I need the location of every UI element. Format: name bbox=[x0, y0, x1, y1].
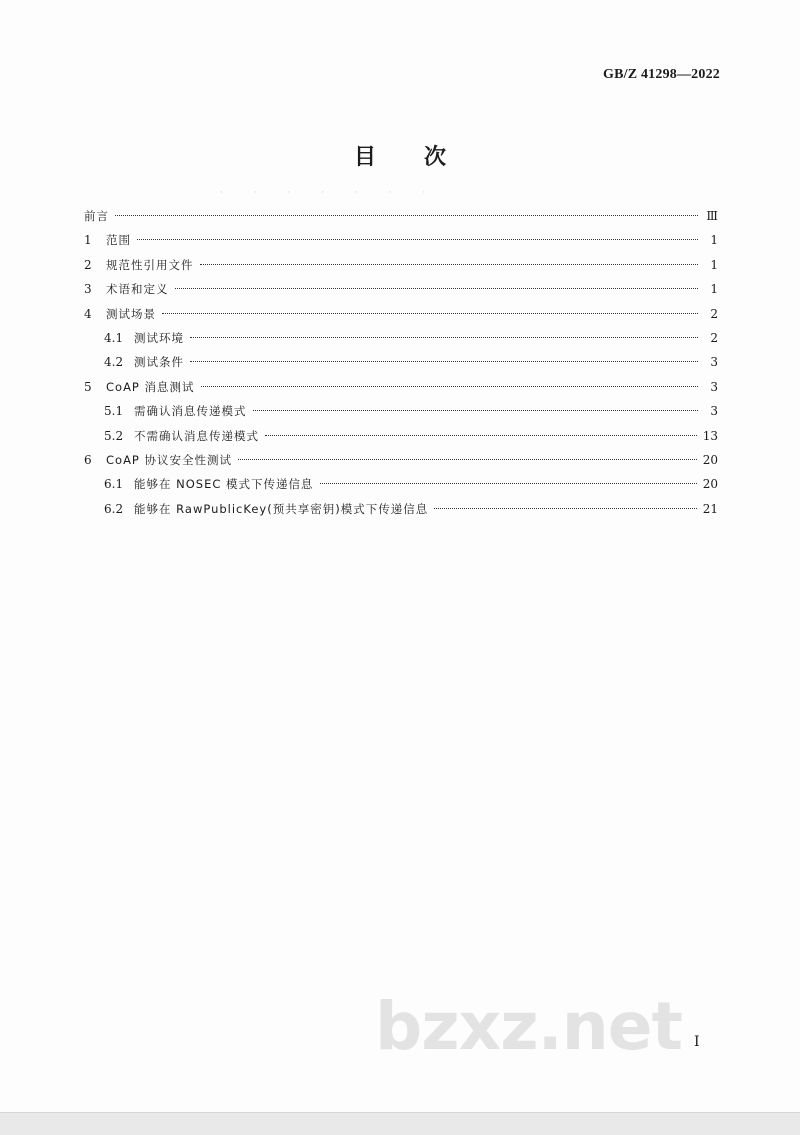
toc-entry-label: 不需确认消息传递模式 bbox=[134, 428, 259, 443]
toc-leader bbox=[137, 239, 698, 240]
toc-entry-6-1[interactable] bbox=[84, 472, 718, 496]
toc-entry-preface[interactable] bbox=[84, 204, 718, 228]
toc-leader bbox=[200, 264, 699, 265]
toc-entry-number: 6.1 bbox=[104, 477, 124, 492]
toc-entry-number: 1 bbox=[84, 233, 92, 248]
toc-leader bbox=[265, 435, 697, 436]
viewer-bottom-edge bbox=[0, 1112, 800, 1135]
toc-leader bbox=[115, 215, 698, 216]
toc-entry-5-2[interactable] bbox=[84, 424, 718, 448]
toc-leader bbox=[162, 313, 698, 314]
toc-entry-number: 5.1 bbox=[104, 404, 124, 419]
toc-entry-label: 需确认消息传递模式 bbox=[134, 404, 247, 419]
toc-entry-4-1[interactable] bbox=[84, 326, 718, 350]
scan-specks: · · · · · · · bbox=[220, 188, 440, 198]
page-title bbox=[0, 140, 800, 171]
toc-entry-label: CoAP 消息测试 bbox=[106, 379, 195, 394]
document-code: GB/Z 41298—2022 bbox=[603, 67, 720, 82]
toc-entry-label: 规范性引用文件 bbox=[106, 257, 194, 272]
toc-entry-page: 1 bbox=[710, 233, 718, 248]
toc-entry-label: 前言 bbox=[84, 209, 109, 223]
title-char-2: 次 bbox=[424, 145, 447, 170]
toc-entry-page: 21 bbox=[702, 501, 718, 516]
toc-entry-number: 6.2 bbox=[104, 501, 124, 516]
toc-entry-label: 测试环境 bbox=[134, 330, 184, 345]
toc-entry-4[interactable] bbox=[84, 302, 718, 326]
toc-entry-page: 1 bbox=[710, 282, 718, 297]
toc-entry-page: 20 bbox=[702, 452, 718, 467]
toc-entry-number: 3 bbox=[84, 282, 92, 297]
toc-entry-page: 3 bbox=[710, 404, 718, 419]
title-char-1: 目 bbox=[353, 145, 376, 170]
toc-leader bbox=[175, 288, 699, 289]
toc-entry-page: 3 bbox=[710, 379, 718, 394]
toc-leader bbox=[320, 483, 697, 484]
toc-entry-label: 术语和定义 bbox=[106, 282, 169, 297]
toc-leader bbox=[253, 410, 699, 411]
toc-entry-5-1[interactable] bbox=[84, 399, 718, 423]
toc-entry-label: 能够在 NOSEC 模式下传递信息 bbox=[134, 477, 314, 492]
toc-entry-3[interactable] bbox=[84, 277, 718, 301]
toc-entry-label: CoAP 协议安全性测试 bbox=[106, 452, 233, 467]
toc-entry-label: 测试场景 bbox=[106, 306, 156, 321]
toc-entry-page: 20 bbox=[702, 477, 718, 492]
toc-entry-number: 5.2 bbox=[104, 428, 124, 443]
toc-entry-4-2[interactable] bbox=[84, 350, 718, 374]
toc-entry-number: 4.1 bbox=[104, 330, 124, 345]
toc-entry-6[interactable] bbox=[84, 448, 718, 472]
toc-entry-label: 测试条件 bbox=[134, 355, 184, 370]
toc-entry-number: 5 bbox=[84, 379, 92, 394]
toc-entry-label: 能够在 RawPublicKey(预共享密钥)模式下传递信息 bbox=[134, 501, 429, 516]
toc-leader bbox=[201, 386, 698, 387]
toc-entry-1[interactable] bbox=[84, 228, 718, 252]
toc-entry-page: 2 bbox=[710, 306, 718, 321]
toc-entry-6-2[interactable] bbox=[84, 497, 718, 521]
toc-entry-page: 2 bbox=[710, 330, 718, 345]
toc-entry-page: 3 bbox=[710, 355, 718, 370]
toc-leader bbox=[238, 459, 697, 460]
toc-entry-5[interactable] bbox=[84, 375, 718, 399]
toc-entry-page: 1 bbox=[710, 257, 718, 272]
toc-entry-page: Ⅲ bbox=[706, 209, 718, 223]
toc-entry-number: 4 bbox=[84, 306, 92, 321]
table-of-contents bbox=[84, 204, 718, 521]
watermark-logo: bzxz.net bbox=[375, 988, 683, 1065]
toc-entry-number: 6 bbox=[84, 452, 92, 467]
toc-leader bbox=[190, 337, 698, 338]
toc-leader bbox=[434, 508, 697, 509]
toc-entry-label: 范围 bbox=[106, 233, 131, 248]
toc-entry-number: 4.2 bbox=[104, 355, 124, 370]
toc-entry-number: 2 bbox=[84, 257, 92, 272]
toc-entry-2[interactable] bbox=[84, 253, 718, 277]
page-number: I bbox=[694, 1034, 700, 1050]
toc-entry-page: 13 bbox=[702, 428, 718, 443]
toc-leader bbox=[190, 361, 698, 362]
